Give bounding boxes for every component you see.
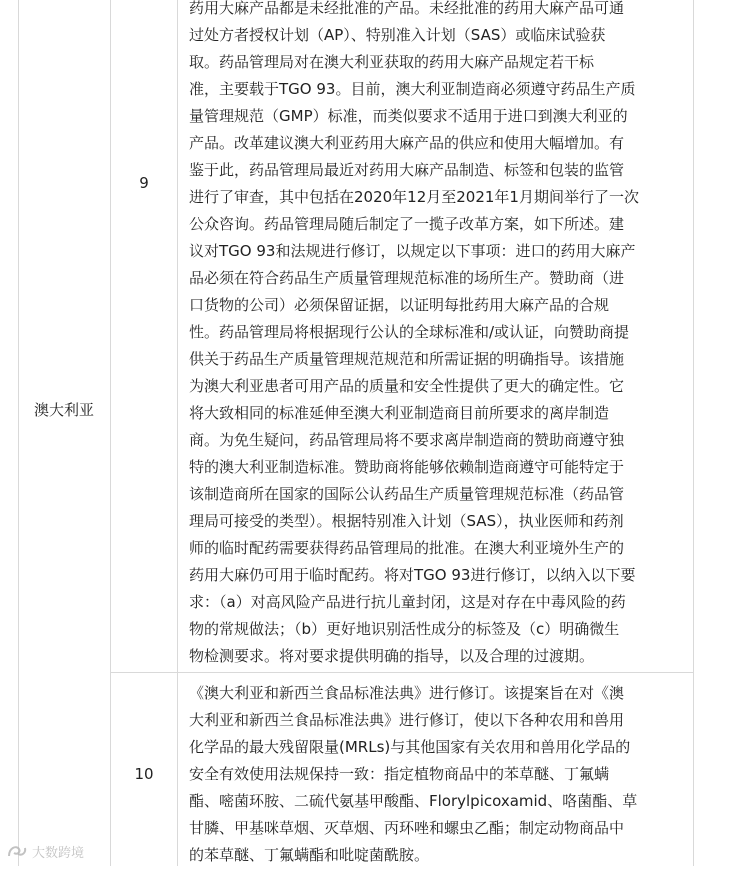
content-line: 理局可接受的类型）。根据特别准入计划（SAS），执业医师和药剂 <box>189 512 624 530</box>
content-line: 为澳大利亚患者可用产品的质量和安全性提供了更大的确定性。它 <box>189 377 625 395</box>
content-line: 公众咨询。药品管理局随后制定了一揽子改革方案，如下所述。建 <box>189 215 625 233</box>
content-line: 品必须在符合药品生产质量管理规范标准的场所生产。赞助商（进 <box>189 269 625 287</box>
table-border-left <box>18 0 19 866</box>
content-line: 物检测要求。将对要求提供明确的指导，以及合理的过渡期。 <box>189 647 595 665</box>
content-line: 特的澳大利亚制造标准。赞助商将能够依赖制造商遵守可能特定于 <box>189 458 625 476</box>
content-line: 酯、嘧菌环胺、二硫代氨基甲酸酯、Florylpicoxamid、咯菌酯、草 <box>189 792 638 810</box>
content-line: 鉴于此，药品管理局最近对药用大麻产品制造、标签和包装的监管 <box>189 161 625 179</box>
content-line: 该制造商所在国家的国际公认药品生产质量管理规范标准（药品管 <box>189 485 625 503</box>
content-line: 议对TGO 93和法规进行修订，以规定以下事项：进口的药用大麻产 <box>189 242 636 260</box>
content-line: 将大致相同的标准延伸至澳大利亚制造商目前所要求的离岸制造 <box>189 404 610 422</box>
content-line: 口货物的公司）必须保留证据，以证明每批药用大麻产品的合规 <box>189 296 610 314</box>
row-divider <box>110 672 693 673</box>
content-line: 产品。改革建议澳大利亚药用大麻产品的供应和使用大幅增加。有 <box>189 134 625 152</box>
content-line: 取。药品管理局对在澳大利亚获取的药用大麻产品规定若干标 <box>189 53 595 71</box>
content-line: 化学品的最大残留限量(MRLs)与其他国家有关农用和兽用化学品的 <box>189 738 631 756</box>
content-line: 求：（a）对高风险产品进行抗儿童封闭，这是对存在中毒风险的药 <box>189 593 626 611</box>
country-cell: 澳大利亚 <box>33 401 94 419</box>
content-line: 商。为免生疑问，药品管理局将不要求离岸制造商的赞助商遵守独 <box>189 431 625 449</box>
content-line: 甘膦、甲基咪草烟、灭草烟、丙环唑和螺虫乙酯；制定动物商品中 <box>189 819 625 837</box>
content-line: 供关于药品生产质量管理规范规范和所需证据的明确指导。该措施 <box>189 350 625 368</box>
row-number-10: 10 <box>134 765 154 783</box>
content-line: 师的临时配药需要获得药品管理局的批准。在澳大利亚境外生产的 <box>189 539 625 557</box>
content-line: 药用大麻仍可用于临时配药。将对TGO 93进行修订，以纳入以下要 <box>189 566 636 584</box>
content-line: 的苯草醚、丁氟螨酯和吡啶菌酰胺。 <box>189 846 430 864</box>
content-line: 进行了审查，其中包括在2020年12月至2021年1月期间举行了一次 <box>189 188 639 206</box>
watermark <box>6 840 84 862</box>
brand-logo-icon <box>6 842 28 860</box>
table-border-country <box>110 0 111 866</box>
content-line: 药用大麻产品都是未经批准的产品。未经批准的药用大麻产品可通 <box>189 0 625 17</box>
content-line: 大利亚和新西兰食品标准法典》进行修订，使以下各种农用和兽用 <box>189 711 625 729</box>
content-line: 安全有效使用法规保持一致：指定植物商品中的苯草醚、丁氟螨 <box>189 765 610 783</box>
content-line: 过处方者授权计划（AP）、特别准入计划（SAS）或临床试验获 <box>189 26 606 44</box>
row-number-9: 9 <box>139 174 149 192</box>
content-line: 性。药品管理局将根据现行公认的全球标准和/或认证，向赞助商提 <box>189 323 630 341</box>
content-line: 准，主要载于TGO 93。目前，澳大利亚制造商必须遵守药品生产质 <box>189 80 636 98</box>
content-line: 《澳大利亚和新西兰食品标准法典》进行修订。该提案旨在对《澳 <box>189 684 625 702</box>
watermark-text: 大数跨境 <box>32 845 85 861</box>
content-line: 物的常规做法；（b）更好地识别活性成分的标签及（c）明确微生 <box>189 620 620 638</box>
table-border-number <box>177 0 178 866</box>
content-line: 量管理规范（GMP）标准，而类似要求不适用于进口到澳大利亚的 <box>189 107 628 125</box>
table-border-right <box>693 0 694 866</box>
